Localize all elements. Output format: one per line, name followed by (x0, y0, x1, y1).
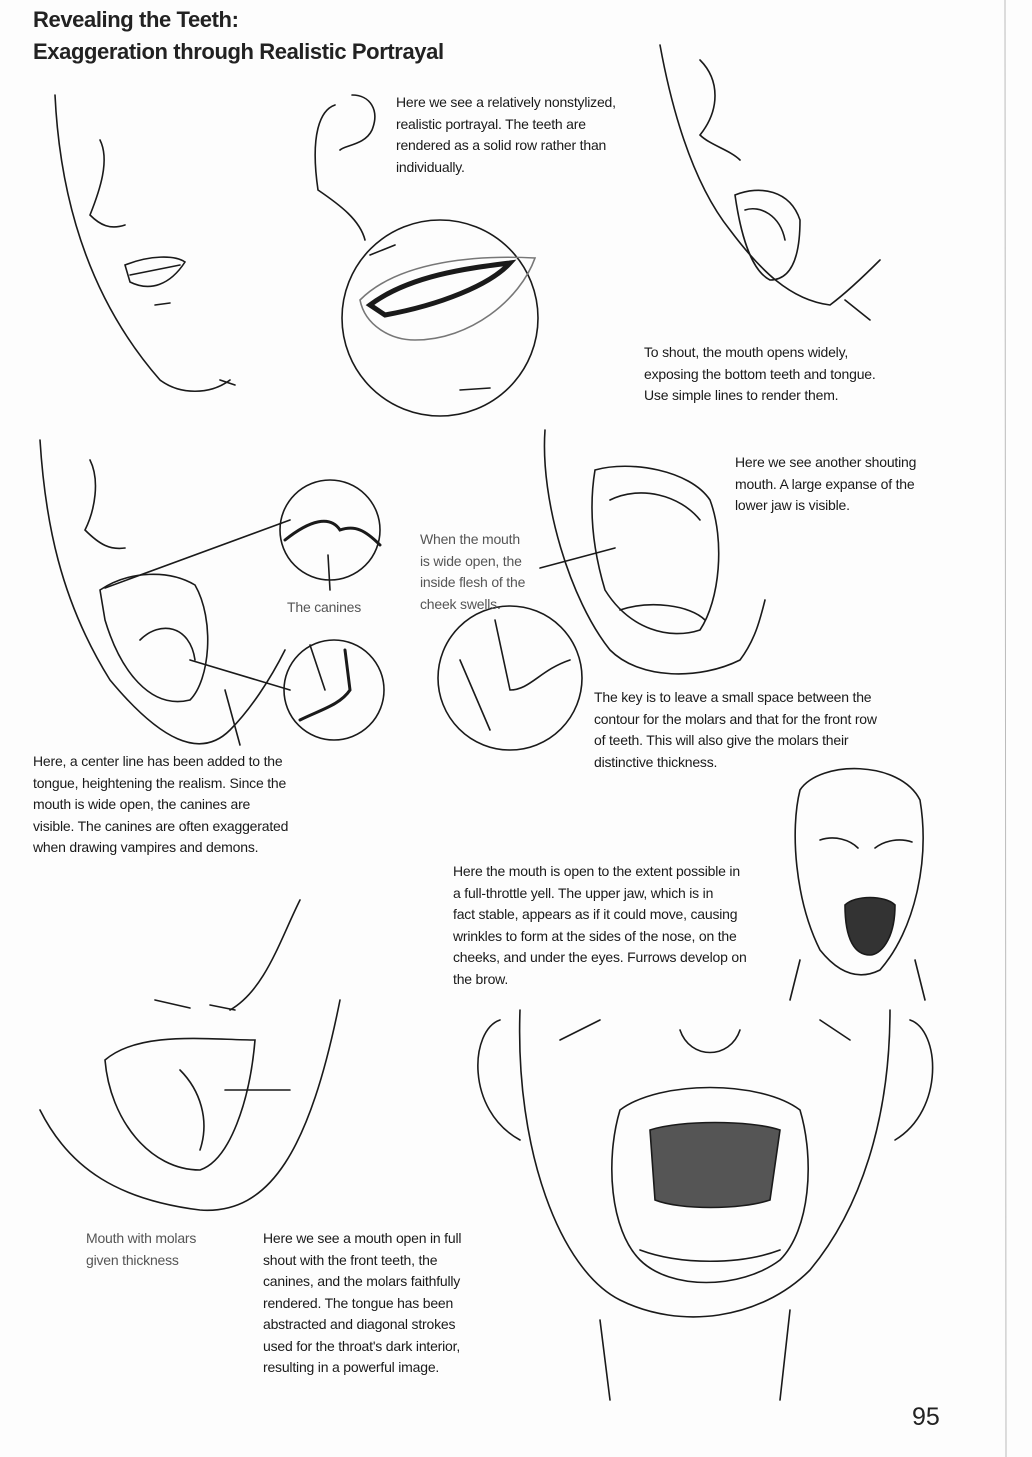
full-shout-face-drawing (478, 1010, 933, 1400)
shout-face-drawing (660, 45, 880, 320)
realistic-face-drawing (55, 95, 375, 391)
open-mouth-canines-drawing (40, 440, 384, 745)
caption-realistic: Here we see a relatively nonstylized, realistic portrayal. The teeth are rendered as a solid row rather than individually. (396, 94, 616, 175)
caption-full-shout: Here we see a mouth open in full shout with the front teeth, the canines, and the molars faithfully rendered. The tongue has been abstracted and diagonal strokes used for the throat's dark interior, resulting in a powerful image. (263, 1230, 462, 1375)
caption-shout: To shout, the mouth opens widely, exposing the bottom teeth and tongue. Use simple lines to render them. (644, 344, 876, 403)
caption-yell: Here the mouth is open to the extent possible in a full-throttle yell. The upper jaw, which is in fact stable, appears as if it could move, causing wrinkles to form at the sides of the nose, on the cheeks, and under the eyes. Furrows develop on the brow. (453, 863, 747, 987)
realistic-teeth-closeup (342, 220, 538, 416)
caption-key: The key is to leave a small space between the contour for the molars and that for the front row of teeth. This will also give the molars their distinctive thickness. (594, 689, 877, 770)
caption-center-line: Here, a center line has been added to the tongue, heightening the realism. Since the mouth is wide open, the canines are visible. The canines are often exaggerated when drawing vampires and demons. (33, 753, 289, 855)
caption-molars: Mouth with molars given thickness (86, 1230, 197, 1268)
caption-another-shout: Here we see another shouting mouth. A large expanse of the lower jaw is visible. (735, 454, 917, 513)
yelling-face-drawing (790, 769, 925, 1000)
page-title: Revealing the Teeth: Exaggeration through Realistic Portrayal (33, 7, 444, 64)
molars-mouth-drawing (40, 900, 340, 1210)
page-edge-line (1005, 0, 1006, 1457)
caption-cheek: When the mouth is wide open, the inside flesh of the cheek swells. (420, 531, 526, 612)
page-number: 95 (912, 1403, 940, 1431)
label-canines: The canines (287, 599, 362, 615)
